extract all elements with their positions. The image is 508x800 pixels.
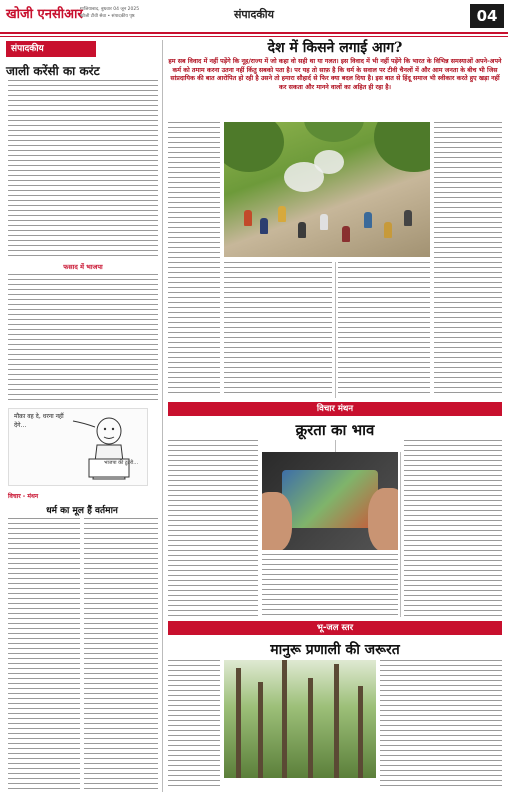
column-divider — [400, 452, 401, 617]
bhujal-body-col1 — [168, 660, 220, 790]
cartoon-speech: मौक़ा वह दे, धरना नहीं देंगे... — [14, 413, 64, 429]
vichar-body-col1 — [8, 518, 80, 790]
vimarsh-headline: क्रूरता का भाव — [295, 421, 375, 439]
vichar-body-col2 — [84, 518, 158, 790]
cartoon-caption: भाजपा की टुटरी... — [103, 460, 139, 466]
editorial-body — [8, 80, 158, 258]
vimarsh-tag: विचार मंथन — [168, 402, 502, 416]
newspaper-logo: खोजी एनसीआर — [6, 7, 83, 22]
crowd-photo — [224, 122, 430, 257]
column-divider — [335, 262, 336, 398]
section-title: संपादकीय — [233, 8, 275, 21]
phone-photo — [262, 452, 398, 550]
vichar-headline: धर्म का मूल हैं वर्तमान — [46, 506, 118, 516]
forest-photo — [224, 660, 376, 778]
lead-body-col2 — [224, 262, 332, 394]
editorial-tag: संपादकीय — [6, 41, 96, 57]
bhujal-headline: मानुरू प्रणाली की जरूरत — [270, 642, 400, 658]
lead-body-col1 — [168, 122, 220, 394]
vimarsh-body-col2 — [262, 554, 398, 616]
page-number: 04 — [470, 4, 504, 28]
vimarsh-body-col3 — [404, 440, 502, 616]
editorial-headline: जाली करेंसी का करंट — [6, 64, 100, 78]
bhujal-tag: भू-जल स्तर — [168, 621, 502, 635]
lead-body-col3 — [338, 262, 430, 394]
masthead-rule — [0, 36, 508, 37]
vichar-tag: विचार - मंथन — [8, 493, 39, 500]
dateline — [80, 6, 190, 20]
column-divider — [162, 40, 163, 792]
lead-deck: हम सब विवाद में नहीं पड़ेंगे कि नूह/राज्य में जो कहा वो सही था या गलत। इस विवाद में भी नहीं पड़ेंगे कि भारत के विभिन्न समस्याओं अपने-अपने कर्म को तमाम करना उतना नहीं किंतु सबको पता है। पर यह तो साफ़ है कि धर्म के सवाल पर टीवी चैनलों में और आम जनता के बीच भी जिस सांप्रदायिक की बात आरोपित हो रही है उसने तो हमारा सौहार्द से फिर क्या बदल दिया है। इस बात से हिंदू समाज भी स्वीकार करते हुए खड़ा नहीं कर सकता और मानने वालों का अहित ही रहा है। — [168, 58, 502, 91]
lead-headline: देश में किसने लगाई आग? — [267, 40, 403, 56]
bhujal-body-col3 — [380, 660, 502, 790]
dateline-text: गाजियाबाद, बुधवार 04 जून 2025 — [80, 7, 140, 12]
editorial-subhead: फसाद में भाजपा — [63, 263, 103, 271]
lead-body-col4 — [434, 122, 502, 394]
editorial-body-2 — [8, 274, 158, 404]
column-divider — [335, 440, 336, 452]
dateline-sub: खोजी टीवी सेवा • संपादकीय पृष्ठ — [80, 14, 135, 19]
vimarsh-body-col1 — [168, 440, 258, 616]
